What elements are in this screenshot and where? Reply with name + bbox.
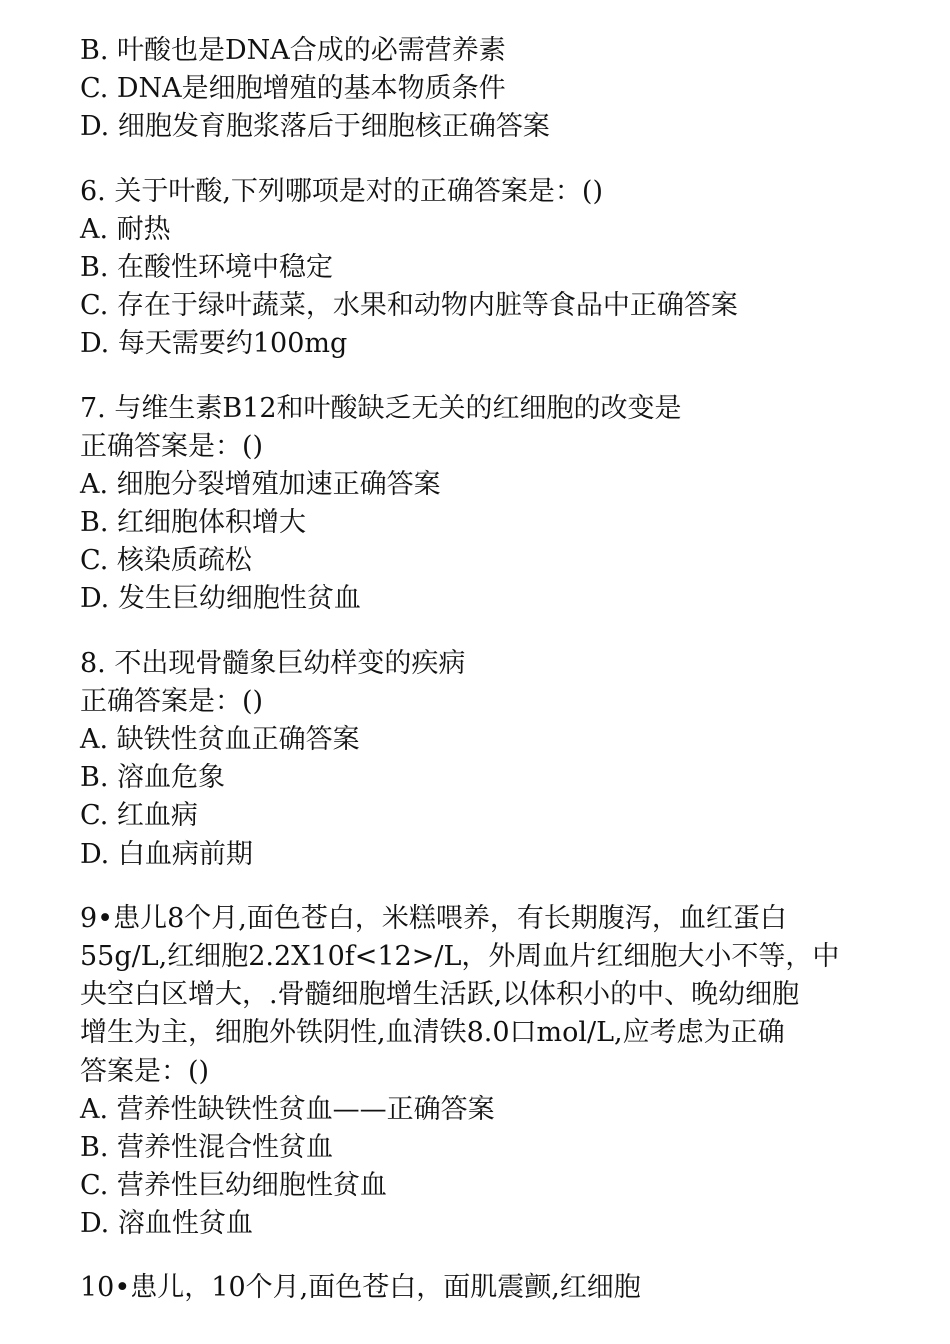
q6-stem: 6. 关于叶酸,下列哪项是对的正确答案是：() — [80, 175, 603, 207]
q5-option-c: C. DNA是细胞增殖的基本物质条件 — [80, 73, 506, 105]
document-page — [80, 32, 900, 1308]
q8-option-b: B. 溶血危象 — [80, 762, 226, 794]
q9-stem-line-3: 央空白区增大，.骨髓细胞增生活跃,以体积小的中、晚幼细胞 — [80, 979, 800, 1011]
q7-option-d: D. 发生巨幼细胞性贫血 — [80, 583, 361, 615]
q9-option-d: D. 溶血性贫血 — [80, 1208, 253, 1240]
q7-stem-line-2: 正确答案是：() — [80, 430, 264, 462]
q9-option-a: A. 营养性缺铁性贫血——正确答案 — [80, 1093, 495, 1125]
question-9 — [80, 900, 900, 1244]
q9-stem-line-4: 增生为主，细胞外铁阴性,血清铁8.0口mol/L,应考虑为正确 — [80, 1017, 785, 1049]
q9-stem-line-2: 55g/L,红细胞2.2X10f<12>/L，外周血片红细胞大小不等，中 — [80, 940, 840, 972]
question-5-tail — [80, 32, 900, 147]
q7-stem-line-1: 7. 与维生素B12和叶酸缺乏无关的红细胞的改变是 — [80, 392, 682, 424]
q8-stem-line-2: 正确答案是：() — [80, 685, 264, 717]
q5-option-b: B. 叶酸也是DNA合成的必需营养素 — [80, 35, 506, 66]
q8-option-c: C. 红血病 — [80, 800, 198, 832]
q6-option-b: B. 在酸性环境中稳定 — [80, 251, 334, 283]
q5-option-d: D. 细胞发育胞浆落后于细胞核正确答案 — [80, 111, 550, 143]
q9-stem-line-1: 9•患儿8个月,面色苍白，米糕喂养，有长期腹泻，血红蛋白 — [80, 902, 787, 934]
question-7 — [80, 390, 900, 619]
q6-option-a: A. 耐热 — [80, 213, 171, 245]
q7-option-c: C. 核染质疏松 — [80, 545, 252, 577]
q7-option-b: B. 红细胞体积增大 — [80, 507, 307, 539]
question-10 — [80, 1269, 900, 1307]
q7-option-a: A. 细胞分裂增殖加速正确答案 — [80, 468, 441, 500]
q6-option-d: D. 每天需要约100mg — [80, 328, 348, 360]
q9-stem-line-5: 答案是：() — [80, 1055, 210, 1087]
q8-option-d: D. 白血病前期 — [80, 838, 253, 870]
q6-option-c: C. 存在于绿叶蔬菜，水果和动物内脏等食品中正确答案 — [80, 290, 738, 322]
q10-stem: 10•患儿，10个月,面色苍白，面肌震颤,红细胞 — [80, 1272, 641, 1304]
q8-stem-line-1: 8. 不出现骨髓象巨幼样变的疾病 — [80, 647, 466, 679]
q9-option-c: C. 营养性巨幼细胞性贫血 — [80, 1170, 387, 1202]
question-6 — [80, 173, 900, 364]
q8-option-a: A. 缺铁性贫血正确答案 — [80, 724, 360, 755]
q9-option-b: B. 营养性混合性贫血 — [80, 1131, 334, 1163]
question-8 — [80, 645, 900, 874]
